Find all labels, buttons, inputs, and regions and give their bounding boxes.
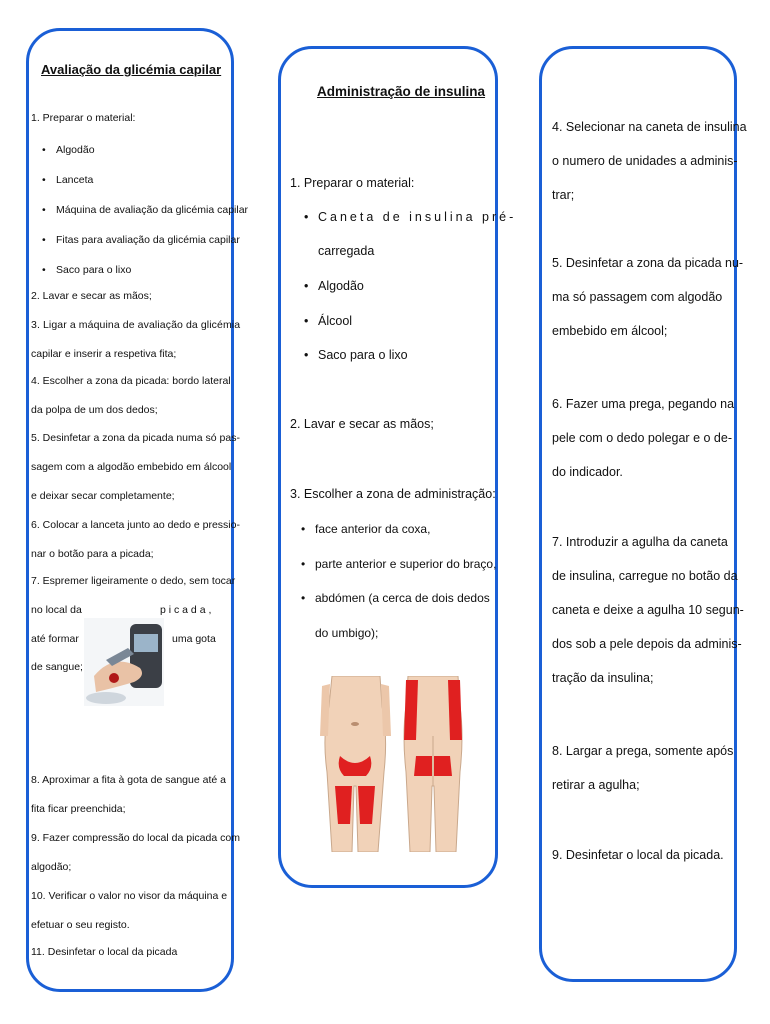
insulin-material-item: • Algodão xyxy=(318,278,364,294)
insulin-zone-item: • face anterior da coxa, xyxy=(315,521,430,537)
insulin-step-5: 5. Desinfetar a zona da picada nu- ma só passagem com algodão embebido em álcool; xyxy=(552,256,744,338)
glycemia-step-7-line: uma gota xyxy=(172,633,216,645)
insulin-material-item: • Álcool xyxy=(318,313,352,329)
glycemia-step-2: 2. Lavar e secar as mãos; xyxy=(31,290,152,302)
glycemia-step-5: 5. Desinfetar a zona da picada numa só pas- sagem com a algodão embebido em álcool e deixar secar completamente; xyxy=(31,432,240,502)
body-injection-sites-back xyxy=(402,676,464,852)
glycemia-step-6: 6. Colocar a lanceta junto ao dedo e pressio- nar o botão para a picada; xyxy=(31,519,240,560)
insulin-step-8: 8. Largar a prega, somente após retirar a agulha; xyxy=(552,744,734,792)
glycemia-material-item: • Máquina de avaliação da glicémia capilar xyxy=(56,203,248,217)
glycemia-step-7-line: de sangue; xyxy=(31,661,83,673)
insulin-zone-item: • abdómen (a cerca de dois dedos xyxy=(315,590,490,606)
glycemia-title: Avaliação da glicémia capilar xyxy=(41,62,222,77)
glycemia-step-7-line: no local da xyxy=(31,604,82,616)
insulin-step-6: 6. Fazer uma prega, pegando na pele com o dedo polegar e o de- do indicador. xyxy=(552,397,735,479)
insulin-material-item: • Saco para o lixo xyxy=(318,347,408,363)
glycemia-step-3: 3. Ligar a máquina de avaliação da glicémia capilar e inserir a respetiva fita; xyxy=(31,319,241,360)
insulin-step-1: 1. Preparar o material: xyxy=(290,176,415,190)
finger-prick-photo xyxy=(84,618,164,706)
body-injection-sites-front xyxy=(318,676,393,852)
insulin-material-item: carregada xyxy=(318,244,375,258)
glycemia-step-7-line: p i c a d a , xyxy=(160,604,212,616)
insulin-step-9: 9. Desinfetar o local da picada. xyxy=(552,848,724,862)
glycemia-step-11: 11. Desinfetar o local da picada xyxy=(31,946,178,958)
insulin-step-2: 2. Lavar e secar as mãos; xyxy=(290,417,434,431)
insulin-step-3: 3. Escolher a zona de administração: xyxy=(290,487,496,501)
glycemia-step-7-line: até formar xyxy=(31,633,79,645)
glycemia-step-10: 10. Verificar o valor no visor da máquina e efetuar o seu registo. xyxy=(31,890,228,931)
glycemia-step-8: 8. Aproximar a fita à gota de sangue até a fita ficar preenchida; xyxy=(31,774,226,815)
insulin-step-7: 7. Introduzir a agulha da caneta de insulina, carregue no botão da caneta e deixe a agulha 10 segun- dos sob a pele depois da adminis- tração da insulina; xyxy=(552,535,744,685)
glycemia-material-item: • Lanceta xyxy=(56,173,93,187)
glycemia-step-7: 7. Espremer ligeiramente o dedo, sem tocar xyxy=(31,575,236,587)
glycemia-step-9: 9. Fazer compressão do local da picada com algodão; xyxy=(31,832,240,873)
glycemia-material-item: • Algodão xyxy=(56,143,95,157)
glycemia-material-item: • Saco para o lixo xyxy=(56,263,131,277)
insulin-title: Administração de insulina xyxy=(317,84,486,99)
glycemia-material-item: • Fitas para avaliação da glicémia capilar xyxy=(56,233,240,247)
glycemia-step-4: 4. Escolher a zona da picada: bordo lateral da polpa de um dos dedos; xyxy=(31,375,231,416)
insulin-zone-item: • parte anterior e superior do braço, xyxy=(315,556,496,572)
insulin-material-item: • Caneta de insulina pré- xyxy=(318,209,516,225)
insulin-zone-item: do umbigo); xyxy=(315,626,379,640)
glycemia-step-1: 1. Preparar o material: xyxy=(31,112,136,124)
insulin-step-4: 4. Selecionar na caneta de insulina o numero de unidades a adminis- trar; xyxy=(552,120,747,202)
